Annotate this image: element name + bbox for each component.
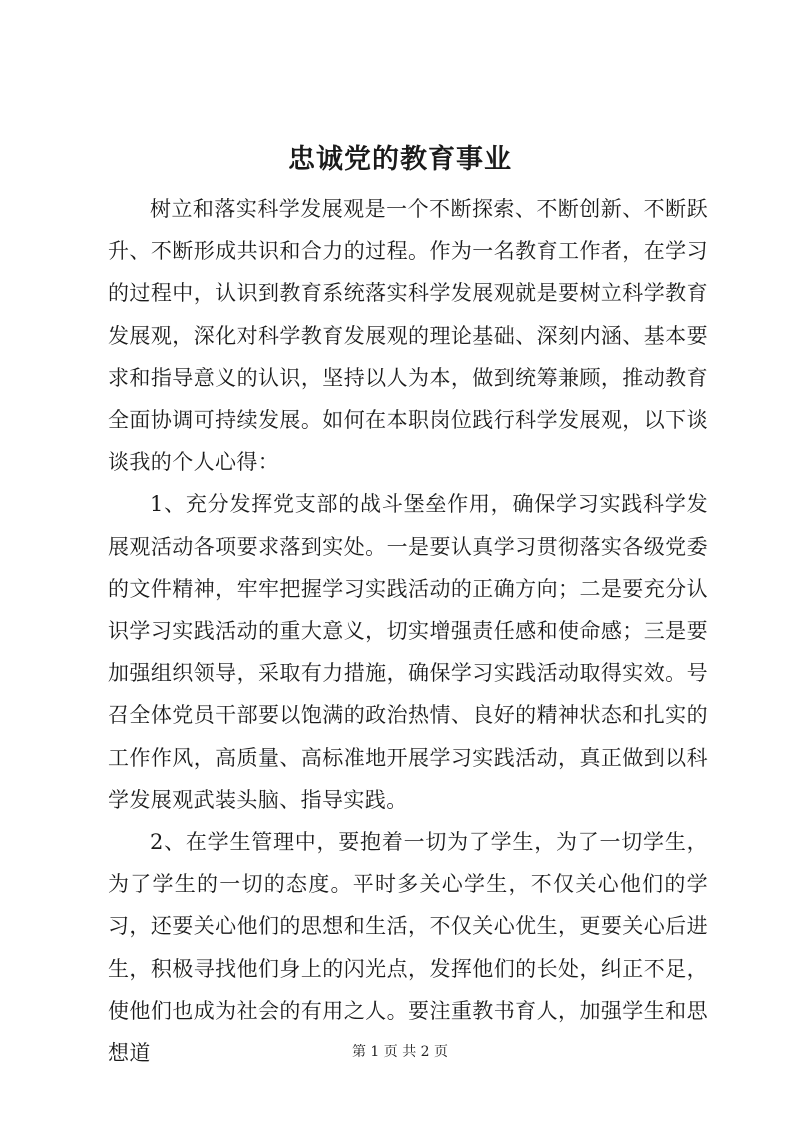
paragraph-intro: 树立和落实科学发展观是一个不断探索、不断创新、不断跃升、不断形成共识和合力的过程。作为一名教育工作者，在学习的过程中，认识到教育系统落实科学发展观就是要树立科学教育发展观，深化对科学教育发展观的理论基础、深刻内涵、基本要求和指导意义的认识，坚持以人为本，做到统筹兼顾，推动教育全面协调可持续发展。如何在本职岗位践行科学发展观，以下谈谈我的个人心得： <box>108 197 708 475</box>
document-title: 忠诚党的教育事业 <box>288 144 512 175</box>
page-footer <box>0 1042 800 1062</box>
page-number-label: 第 1 页 共 2 页 <box>351 1044 449 1060</box>
document-body <box>108 188 708 1074</box>
paragraph-item-1: 1、充分发挥党支部的战斗堡垒作用，确保学习实践科学发展观活动各项要求落到实处。一是要认真学习贯彻落实各级党委的文件精神，牢牢把握学习实践活动的正确方向；二是要充分认识学习实践活动的重大意义，切实增强责任感和使命感；三是要加强组织领导，采取有力措施，确保学习实践活动取得实效。号召全体党员干部要以饱满的政治热情、良好的精神状态和扎实的工作作风，高质量、高标准地开展学习实践活动，真正做到以科学发展观武装头脑、指导实践。 <box>108 492 708 812</box>
paragraph-item-2: 2、在学生管理中，要抱着一切为了学生，为了一切学生，为了学生的一切的态度。平时多关心学生，不仅关心他们的学习，还要关心他们的思想和生活，不仅关心优生，更要关心后进生，积极寻找他们身上的闪光点，发挥他们的长处，纠正不足，使他们也成为社会的有用之人。要注重教书育人，加强学生和思想道 <box>108 830 708 1066</box>
